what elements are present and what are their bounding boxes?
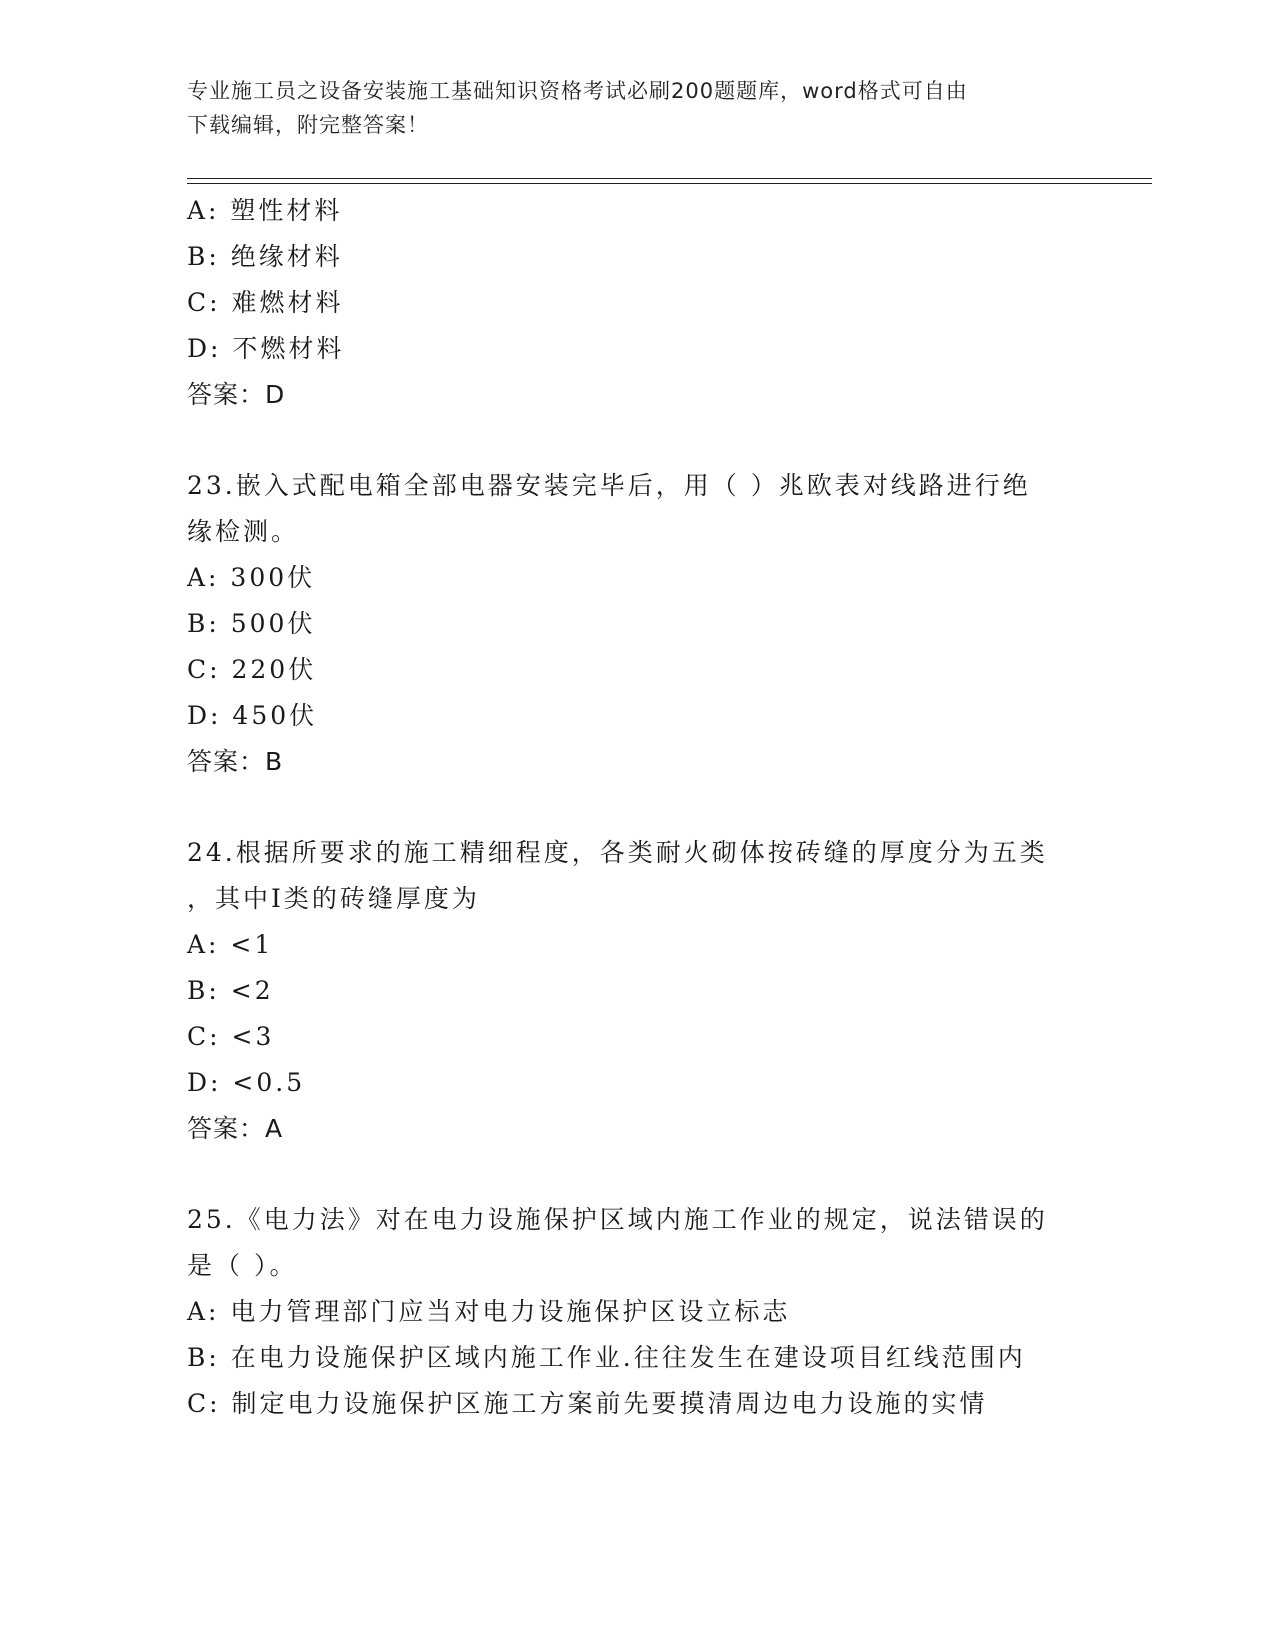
question-text-line-1: 23.嵌入式配电箱全部电器安装完毕后，用（ ）兆欧表对线路进行绝: [187, 471, 1031, 500]
option-b: B: <2: [187, 976, 274, 1005]
option-a: A: <1: [187, 930, 274, 959]
answer-line: 答案：B: [187, 747, 284, 776]
option-b: B: 绝缘材料: [187, 242, 343, 271]
header-divider-bottom: [187, 183, 1152, 184]
option-c: C: <3: [187, 1022, 275, 1051]
spacer: [187, 418, 1087, 463]
option-c: C: 难燃材料: [187, 288, 344, 317]
option-c: C: 制定电力设施保护区施工方案前先要摸清周边电力设施的实情: [187, 1389, 988, 1418]
header-divider-top: [187, 178, 1152, 179]
question-text-line-1: 25.《电力法》对在电力设施保护区域内施工作业的规定，说法错误的: [187, 1205, 1048, 1234]
option-d: D: <0.5: [187, 1068, 306, 1097]
answer-line: 答案：D: [187, 380, 286, 409]
option-d: D: 不燃材料: [187, 334, 345, 363]
question-text-line-2: 是（ ）。: [187, 1251, 298, 1280]
question-24-block: [187, 830, 1087, 1152]
option-a: A: 电力管理部门应当对电力设施保护区设立标志: [187, 1297, 791, 1326]
answer-line: 答案：A: [187, 1114, 284, 1143]
question-text-line-1: 24.根据所要求的施工精细程度，各类耐火砌体按砖缝的厚度分为五类: [187, 838, 1048, 867]
option-b: B: 在电力设施保护区域内施工作业.往往发生在建设项目红线范围内: [187, 1343, 1026, 1372]
spacer: [187, 785, 1087, 830]
option-a: A: 塑性材料: [187, 196, 343, 225]
option-d: D: 450伏: [187, 701, 318, 730]
document-header: [187, 74, 1087, 142]
document-body: [187, 188, 1087, 1427]
option-b: B: 500伏: [187, 609, 316, 638]
header-line-1: 专业施工员之设备安装施工基础知识资格考试必刷200题题库，word格式可自由: [187, 79, 968, 103]
question-22-block: [187, 188, 1087, 418]
header-line-2: 下载编辑，附完整答案！: [187, 113, 429, 137]
question-25-block: [187, 1197, 1087, 1427]
question-text-line-2: 缘检测。: [187, 517, 300, 546]
question-23-block: [187, 463, 1087, 785]
option-c: C: 220伏: [187, 655, 317, 684]
spacer: [187, 1152, 1087, 1197]
option-a: A: 300伏: [187, 563, 316, 592]
question-text-line-2: ，其中I类的砖缝厚度为: [187, 884, 480, 913]
